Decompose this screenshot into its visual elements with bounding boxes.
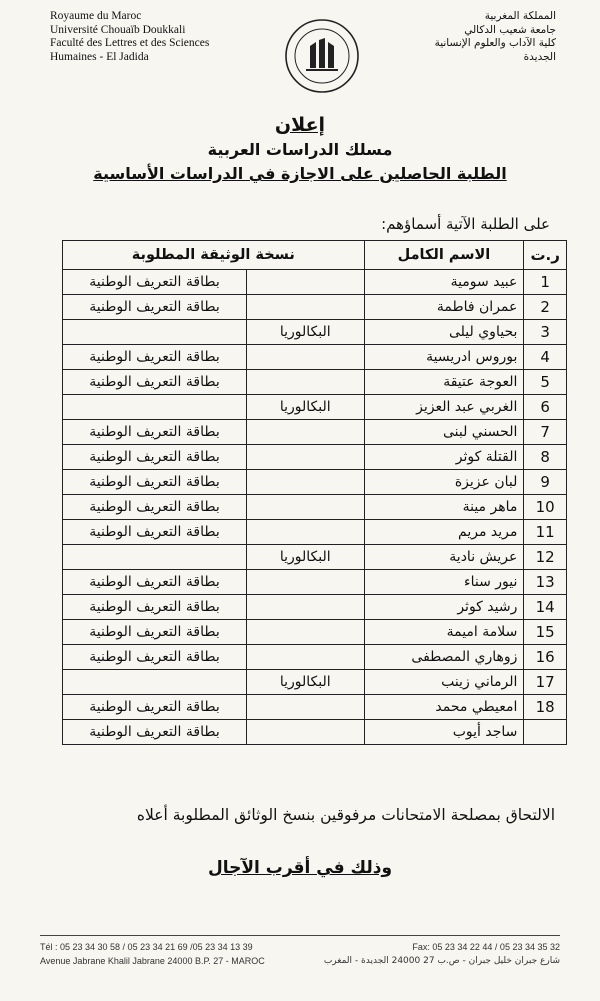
student-name: الغربي عبد العزيز xyxy=(364,395,524,420)
row-number: 5 xyxy=(524,370,567,395)
footer-address-fr: Avenue Jabrane Khalil Jabrane 24000 B.P. 27 - MAROC xyxy=(40,956,265,966)
announcement-title: إعلان xyxy=(274,114,326,136)
table-row xyxy=(63,520,567,545)
doc-national-id xyxy=(63,670,247,695)
doc-baccalaureate xyxy=(246,270,364,295)
row-number: 3 xyxy=(524,320,567,345)
doc-national-id xyxy=(63,320,247,345)
table-row xyxy=(63,445,567,470)
student-name: سلامة اميمة xyxy=(364,620,524,645)
doc-baccalaureate xyxy=(246,570,364,595)
row-number: 9 xyxy=(524,470,567,495)
student-name: نيور سناء xyxy=(364,570,524,595)
student-name: مريد مريم xyxy=(364,520,524,545)
student-name: ساجد أيوب xyxy=(364,720,524,745)
student-name: العوجة عتيقة xyxy=(364,370,524,395)
footer-address-ar: شارع جبران خليل جبران - ص.ب 27 24000 الجديدة - المغرب xyxy=(323,956,560,966)
header-documents: نسخة الوثيقة المطلوبة xyxy=(63,241,365,270)
doc-national-id xyxy=(63,395,247,420)
header-num: ر.ت xyxy=(524,241,567,270)
row-number: 10 xyxy=(524,495,567,520)
doc-national-id: بطاقة التعريف الوطنية xyxy=(63,620,247,645)
doc-national-id: بطاقة التعريف الوطنية xyxy=(63,695,247,720)
doc-national-id: بطاقة التعريف الوطنية xyxy=(63,520,247,545)
student-name: امعيطي محمد xyxy=(364,695,524,720)
doc-baccalaureate xyxy=(246,495,364,520)
header-left-line: Royaume du Maroc xyxy=(50,10,142,22)
header-right-line: كلية الآداب والعلوم الإنسانية xyxy=(434,37,556,49)
header-right-line: جامعة شعيب الدكالي xyxy=(464,23,556,36)
table-row xyxy=(63,345,567,370)
row-number: 15 xyxy=(524,620,567,645)
header-left-french xyxy=(50,10,260,64)
doc-national-id: بطاقة التعريف الوطنية xyxy=(63,295,247,320)
header-left-line: Faculté des Lettres et des Sciences xyxy=(50,37,210,49)
row-number: 6 xyxy=(524,395,567,420)
doc-baccalaureate: البكالوريا xyxy=(246,545,364,570)
table-row xyxy=(63,470,567,495)
doc-baccalaureate xyxy=(246,620,364,645)
student-name: لبان عزيزة xyxy=(364,470,524,495)
doc-national-id: بطاقة التعريف الوطنية xyxy=(63,570,247,595)
doc-baccalaureate: البكالوريا xyxy=(246,320,364,345)
table-row xyxy=(63,370,567,395)
table-row xyxy=(63,295,567,320)
student-name: عمران فاطمة xyxy=(364,295,524,320)
doc-baccalaureate xyxy=(246,720,364,745)
row-number: 7 xyxy=(524,420,567,445)
doc-baccalaureate xyxy=(246,595,364,620)
doc-national-id: بطاقة التعريف الوطنية xyxy=(63,645,247,670)
footer xyxy=(40,935,560,968)
table-row xyxy=(63,645,567,670)
doc-national-id: بطاقة التعريف الوطنية xyxy=(63,420,247,445)
doc-baccalaureate xyxy=(246,420,364,445)
doc-baccalaureate xyxy=(246,345,364,370)
table-row xyxy=(63,270,567,295)
footer-tel: Tél : 05 23 34 30 58 / 05 23 34 21 69 /05 23 34 13 39 xyxy=(40,942,253,952)
table-row xyxy=(63,570,567,595)
table-row xyxy=(63,420,567,445)
table-row xyxy=(63,695,567,720)
footer-fax: Fax: 05 23 34 22 44 / 05 23 34 35 32 xyxy=(412,942,560,952)
student-name: الحسني لبنى xyxy=(364,420,524,445)
table-row xyxy=(63,320,567,345)
header-right-line: المملكة المغربية xyxy=(484,10,556,22)
doc-national-id xyxy=(63,545,247,570)
doc-baccalaureate xyxy=(246,695,364,720)
row-number xyxy=(524,720,567,745)
table-row xyxy=(63,720,567,745)
doc-baccalaureate: البكالوريا xyxy=(246,670,364,695)
student-name: بحياوي ليلى xyxy=(364,320,524,345)
student-name: رشيد كوثر xyxy=(364,595,524,620)
doc-national-id: بطاقة التعريف الوطنية xyxy=(63,470,247,495)
table-row xyxy=(63,545,567,570)
table-row xyxy=(63,620,567,645)
doc-national-id: بطاقة التعريف الوطنية xyxy=(63,595,247,620)
row-number: 16 xyxy=(524,645,567,670)
doc-baccalaureate xyxy=(246,445,364,470)
row-number: 8 xyxy=(524,445,567,470)
student-name: القتلة كوثر xyxy=(364,445,524,470)
table-row xyxy=(63,670,567,695)
doc-baccalaureate: البكالوريا xyxy=(246,395,364,420)
doc-baccalaureate xyxy=(246,470,364,495)
student-name: عبيد سومية xyxy=(364,270,524,295)
header-left-line: Humaines - El Jadida xyxy=(50,50,149,63)
row-number: 2 xyxy=(524,295,567,320)
table-row xyxy=(63,395,567,420)
doc-baccalaureate xyxy=(246,645,364,670)
student-name: الرماني زينب xyxy=(364,670,524,695)
doc-national-id: بطاقة التعريف الوطنية xyxy=(63,270,247,295)
row-number: 18 xyxy=(524,695,567,720)
table-header-row xyxy=(63,241,567,270)
student-name: زوهاري المصطفى xyxy=(364,645,524,670)
doc-baccalaureate xyxy=(246,295,364,320)
row-number: 1 xyxy=(524,270,567,295)
doc-national-id: بطاقة التعريف الوطنية xyxy=(63,495,247,520)
row-number: 11 xyxy=(524,520,567,545)
subtitle: الطلبة الحاصلين على الاجازة في الدراسات الأساسية xyxy=(93,164,507,183)
doc-national-id: بطاقة التعريف الوطنية xyxy=(63,445,247,470)
student-name: بوروس ادريسية xyxy=(364,345,524,370)
table-row xyxy=(63,595,567,620)
doc-baccalaureate xyxy=(246,520,364,545)
students-table xyxy=(62,240,567,745)
doc-national-id: بطاقة التعريف الوطنية xyxy=(63,370,247,395)
row-number: 4 xyxy=(524,345,567,370)
header-right-arabic xyxy=(346,10,556,64)
intro-text: على الطلبة الآتية أسماؤهم: xyxy=(381,215,550,233)
header-name: الاسم الكامل xyxy=(364,241,524,270)
row-number: 12 xyxy=(524,545,567,570)
doc-national-id: بطاقة التعريف الوطنية xyxy=(63,345,247,370)
table-row xyxy=(63,495,567,520)
doc-baccalaureate xyxy=(246,370,364,395)
student-name: عريش نادية xyxy=(364,545,524,570)
row-number: 17 xyxy=(524,670,567,695)
row-number: 13 xyxy=(524,570,567,595)
student-name: ماهر مينة xyxy=(364,495,524,520)
header-left-line: Université Chouaïb Doukkali xyxy=(50,23,186,36)
instruction-note: الالتحاق بمصلحة الامتحانات مرفوقين بنسخ الوثائق المطلوبة أعلاه xyxy=(136,806,555,824)
doc-national-id: بطاقة التعريف الوطنية xyxy=(63,720,247,745)
document-titles xyxy=(0,112,600,186)
header-right-line: الجديدة xyxy=(523,50,556,63)
closing-line: وذلك في أقرب الآجال xyxy=(207,858,393,878)
track-title: مسلك الدراسات العربية xyxy=(207,140,393,159)
row-number: 14 xyxy=(524,595,567,620)
